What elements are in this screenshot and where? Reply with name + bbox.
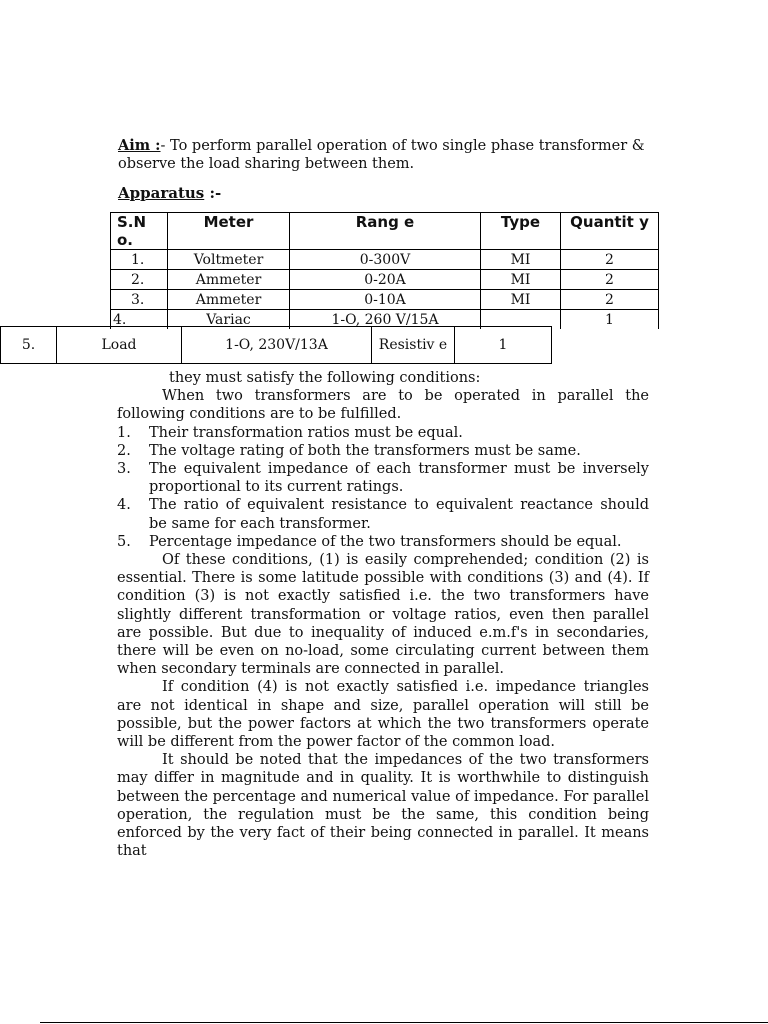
cell-meter: Load [57,327,182,364]
list-item [117,460,649,496]
cell-type: MI [481,270,561,290]
list-item [117,533,649,551]
list-number: 3. [117,461,131,478]
table-row [111,250,659,270]
list-number: 5. [117,533,131,550]
apparatus-heading [118,184,221,202]
apparatus-suffix: :- [204,184,222,202]
cell-quantity: 2 [561,270,659,290]
header-type: Type [481,213,561,250]
apparatus-table-header [110,212,659,250]
cell-range: 0-10A [290,290,481,310]
aim-paragraph [118,137,658,173]
cell-quantity: 1 [561,310,659,330]
paragraph-4: It should be noted that the impedances of the two transformers may differ in magnitude and in quality. It is worthwhile to distinguish between the percentage and numerical value of impedance. For parallel operation, the regulation must be the same, this condition being enforced by the very fact of their being connected in parallel. It means that [117,752,649,860]
cell-type: Resistiv e [372,327,455,364]
paragraph-2: Of these conditions, (1) is easily comprehended; condition (2) is essential. There is some latitude possible with conditions (3) and (4). If condition (3) is not exactly satisfied i.e. the two transformers have slightly different transformation or voltage ratios, even then parallel are possible. But due to inequality of induced e.m.f's in secondaries, there will be even on no-load, some circulating current between them when secondary terminals are connected in parallel. [117,552,649,678]
header-range: Rang e [290,213,481,250]
list-text: Their transformation ratios must be equal. [149,424,463,441]
header-quantity: Quantit y [561,213,659,250]
cell-quantity: 2 [561,290,659,310]
list-text: The ratio of equivalent resistance to equivalent reactance should be same for each transformer. [149,497,649,532]
cell-sno: 3. [111,290,168,310]
table-row [111,290,659,310]
list-text: The voltage rating of both the transformers must be same. [149,442,581,459]
cell-type: MI [481,290,561,310]
cell-sno: 2. [111,270,168,290]
footer-rule [40,1022,768,1023]
list-number: 4. [117,497,131,514]
cell-quantity: 1 [455,327,552,364]
table-row [1,327,552,364]
cell-sno: 4. [111,310,168,330]
cell-sno: 1. [111,250,168,270]
header-sno: S.N o. [111,213,168,250]
apparatus-label: Apparatus [118,184,205,202]
cell-range: 0-20A [290,270,481,290]
cell-meter: Ammeter [168,270,290,290]
paragraph-3: If condition (4) is not exactly satisfied i.e. impedance triangles are not identical in shape and size, parallel operation will still be possible, but the power factors at which the two transformers operate will be different from the power factor of the common load. [117,679,649,751]
cell-meter: Voltmeter [168,250,290,270]
cell-quantity: 2 [561,250,659,270]
cell-sno: 5. [1,327,57,364]
intro-line: they must satisfy the following conditions: [169,370,481,386]
cell-meter: Ammeter [168,290,290,310]
aim-text: - To perform parallel operation of two single phase transformer & observe the load sharing between them. [118,138,645,172]
list-number: 2. [117,442,131,459]
body-text [117,369,649,860]
cell-range: 0-300V [290,250,481,270]
load-row-table [0,326,552,364]
cell-type: MI [481,250,561,270]
header-meter: Meter [168,213,290,250]
cell-range: 1-O, 260 V/15A [290,310,481,330]
aim-label: Aim : [118,137,161,154]
list-number: 1. [117,424,131,441]
cell-range: 1-O, 230V/13A [182,327,372,364]
apparatus-table [110,249,659,329]
paragraph-1: When two transformers are to be operated in parallel the following conditions are to be fulfilled. [117,388,649,423]
cell-meter: Variac [168,310,290,330]
list-item [117,442,649,460]
list-item [117,496,649,532]
list-text: The equivalent impedance of each transformer must be inversely proportional to its current ratings. [149,461,649,496]
list-text: Percentage impedance of the two transformers should be equal. [149,533,622,550]
table-row [111,270,659,290]
list-item [117,424,649,442]
